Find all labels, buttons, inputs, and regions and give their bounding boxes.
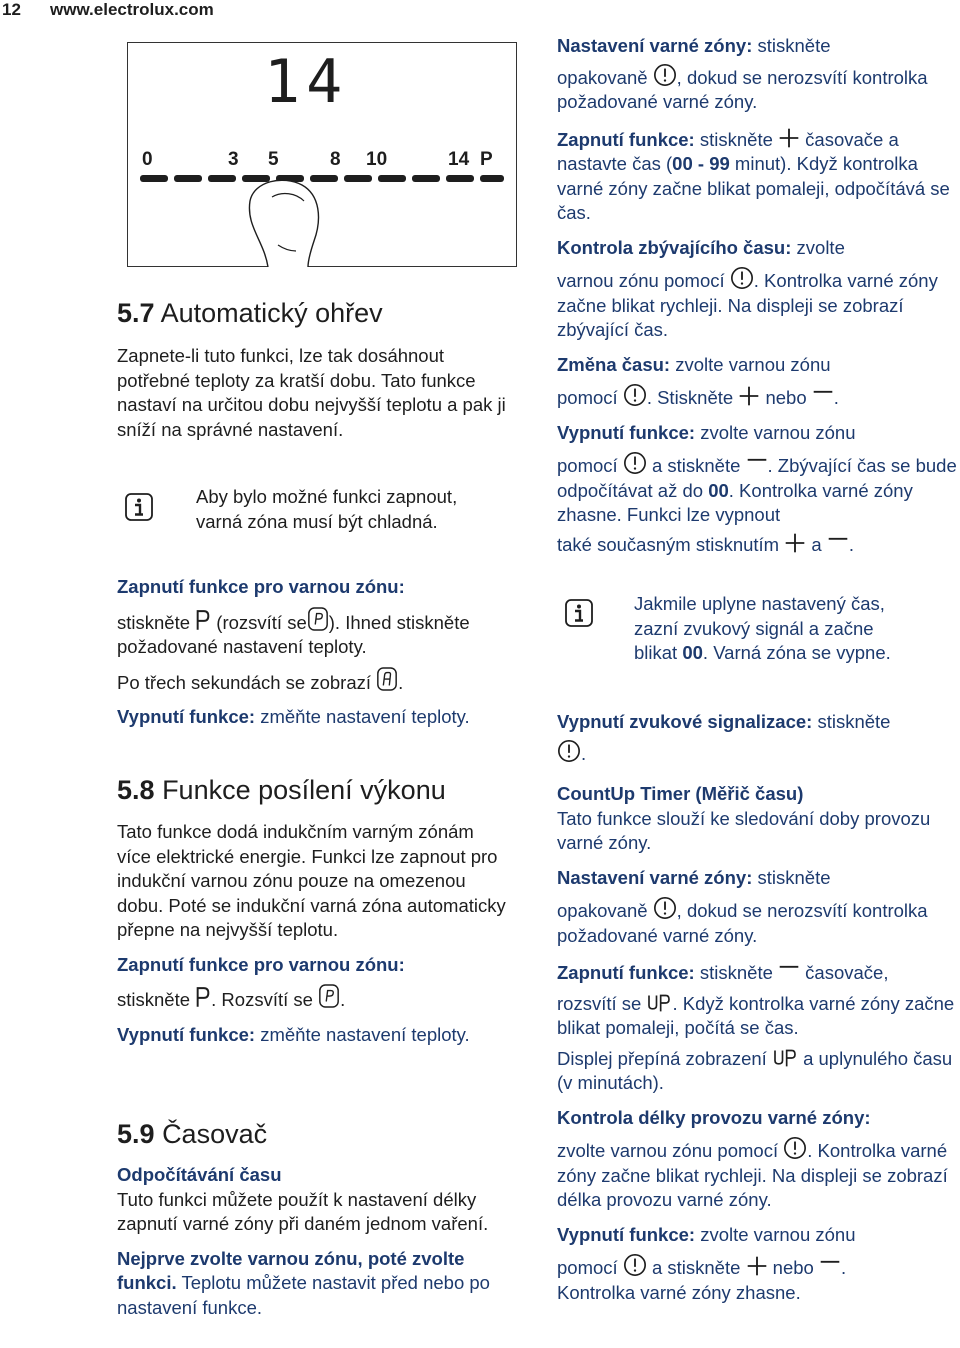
text: nebo — [772, 1257, 814, 1278]
value: 00 — [682, 642, 703, 663]
subheading: CountUp Timer (Měřič času) — [557, 783, 804, 804]
label: Nastavení varné zóny: — [557, 866, 753, 888]
text: . — [398, 671, 404, 693]
paragraph: Zapnete-li tuto funkci, lze tak dosáhnout potřebné teploty za kratší dobu. Tato funkce nastaví na určitou dobu nejvyšší teplotu a pak ji sníží na správné nastavení. — [117, 345, 506, 440]
text: stiskněte — [117, 989, 191, 1010]
page-number: 12 — [2, 0, 21, 19]
text: pomocí — [557, 387, 618, 408]
up-display-icon — [772, 1048, 798, 1068]
section-title-5-7 — [117, 298, 383, 328]
scale-labels — [142, 149, 504, 173]
p-key-icon — [195, 608, 211, 632]
text: opakovaně — [557, 66, 648, 88]
scale-label: 3 — [228, 149, 239, 170]
text: stiskněte — [757, 866, 831, 888]
label: Nejprve zvolte varnou zónu, poté zvolte funkci. — [117, 1247, 465, 1293]
section-heading: Automatický ohřev — [160, 298, 383, 328]
note-text: Jakmile uplyne nastavený čas, zazní zvukový signál a začne blikat — [634, 593, 885, 663]
section-title-5-8 — [117, 775, 446, 805]
p-key-icon — [195, 985, 211, 1009]
timer-icon — [623, 451, 647, 475]
text: . Když kontrolka varné zóny začne blikat pomaleji, počítá se čas. — [557, 992, 955, 1038]
control-panel-figure — [127, 42, 517, 267]
label: Zapnutí funkce pro varnou zónu: — [117, 953, 405, 975]
text: (rozsvítí se — [216, 611, 307, 633]
boost-indicator-icon — [318, 983, 340, 1009]
text: také současným stisknutím — [557, 533, 780, 555]
note-text: Aby bylo možné funkci zapnout, varná zóna musí být chladná. — [196, 486, 458, 532]
text: zvolte varnou zónu pomocí — [557, 1140, 779, 1161]
text: zvolte varnou zónu — [700, 421, 856, 443]
section-heading: Časovač — [162, 1119, 268, 1149]
minus-icon — [819, 1255, 841, 1277]
text: pomocí — [557, 455, 618, 476]
text: časovače, — [805, 962, 889, 983]
text: a stiskněte — [651, 455, 741, 476]
minus-icon — [812, 385, 834, 407]
timer-icon — [623, 383, 647, 407]
section-title-5-9 — [117, 1119, 267, 1149]
text: stiskněte — [757, 35, 831, 56]
scale-label: 0 — [142, 149, 153, 170]
paragraph: Tato funkce slouží ke sledování doby provozu varné zóny. — [557, 807, 931, 853]
info-icon — [125, 493, 153, 521]
minus-icon — [778, 960, 800, 982]
text: rozsvítí se — [557, 992, 642, 1014]
text: , dokud se nerozsvítí kontrolka požadované varné zóny. — [557, 66, 928, 112]
text: Displej přepíná zobrazení — [557, 1047, 767, 1069]
text: pomocí — [557, 1257, 618, 1278]
scale-label: 5 — [268, 149, 279, 170]
minus-icon — [827, 532, 849, 554]
label: Vypnutí funkce: — [117, 1023, 256, 1045]
text: . Kontrolka varné zóny začne blikat rychleji. Na displeji se zobrazí délka provozu varné zóny. — [557, 1140, 948, 1210]
plus-icon — [778, 127, 800, 149]
scale-label: P — [480, 149, 493, 170]
auto-heat-indicator-icon — [376, 666, 398, 692]
text: , dokud se nerozsvítí kontrolka požadované varné zóny. — [557, 900, 928, 946]
label: Nastavení varné zóny: — [557, 35, 753, 56]
text: zvolte varnou zónu — [675, 353, 831, 375]
text: stiskněte — [699, 962, 773, 983]
timer-icon — [730, 266, 754, 290]
text: . Rozsvítí se — [211, 989, 313, 1010]
label: Zapnutí funkce pro varnou zónu: — [117, 576, 405, 597]
text: . Kontrolka varné zóny začne blikat rychleji. Na displeji se zobrazí zbývající čas. — [557, 270, 938, 340]
text: varnou zónu pomocí — [557, 270, 725, 291]
timer-icon — [653, 896, 677, 920]
text: minut). Když kontrolka varné zóny začne blikat pomaleji, odpočítává se čas. — [557, 153, 950, 223]
value: 00 - 99 — [672, 153, 730, 174]
label: Zapnutí funkce: — [557, 962, 695, 983]
display-readout: 14 — [264, 47, 349, 117]
text: . — [340, 989, 346, 1010]
label: Kontrola zbývajícího času: — [557, 236, 792, 258]
section-heading: Funkce posílení výkonu — [162, 775, 446, 805]
subheading: Odpočítávání času — [117, 1164, 282, 1185]
scale-label: 14 — [448, 149, 470, 170]
note-text: . Varná zóna se vypne. — [702, 642, 891, 663]
text: Teplotu můžete nastavit před nebo po nastavení funkce. — [117, 1272, 490, 1318]
text: zvolte varnou zónu — [700, 1223, 856, 1245]
plus-icon — [746, 1255, 768, 1277]
timer-icon — [653, 63, 677, 87]
text: . Zbývající čas se bude odpočítávat až do — [557, 455, 957, 501]
text: a uplynulého času (v minutách). — [557, 1047, 953, 1093]
timer-icon — [783, 1136, 807, 1160]
paragraph: Tato funkce dodá indukčním varným zónám více elektrické energie. Funkci lze zapnout pro indukční varnou zónu pouze na omezenou dobu. Poté se indukční varná zóna automaticky přepne na nejvyšší teplotu. — [117, 821, 506, 940]
text: . — [833, 387, 839, 408]
label: Vypnutí funkce: — [557, 421, 696, 443]
paragraph: Tuto funkci můžete použít k nastavení délky zapnutí varné zóny při daném jednom vaření. — [117, 1188, 489, 1234]
section-number: 5.9 — [117, 1119, 155, 1149]
label: Vypnutí funkce: — [557, 1223, 696, 1245]
up-display-icon — [646, 993, 672, 1013]
info-icon — [565, 599, 593, 627]
value: 00 — [708, 479, 729, 501]
section-number: 5.8 — [117, 775, 155, 805]
page-url: www.electrolux.com — [50, 0, 214, 19]
text: zvolte — [796, 236, 845, 258]
minus-icon — [746, 453, 768, 475]
plus-icon — [738, 385, 760, 407]
boost-indicator-icon — [307, 606, 329, 632]
scale-label: 8 — [330, 149, 341, 170]
text: nebo — [765, 387, 807, 408]
text: . — [840, 1257, 847, 1278]
text: časovače a nastavte čas ( — [557, 128, 899, 174]
label: Kontrola délky provozu varné zóny: — [557, 1106, 871, 1128]
text: a stiskněte — [651, 1257, 741, 1278]
text: změňte nastavení teploty. — [260, 1023, 470, 1045]
label: Zapnutí funkce: — [557, 128, 695, 150]
text: změňte nastavení teploty. — [260, 706, 470, 727]
label: Vypnutí funkce: — [117, 706, 256, 727]
timer-icon — [557, 739, 581, 763]
text: stiskněte — [117, 611, 191, 633]
timer-icon — [623, 1253, 647, 1277]
text: stiskněte — [817, 711, 891, 732]
text: . — [848, 533, 854, 555]
label: Změna času: — [557, 353, 671, 375]
text: stiskněte — [699, 128, 773, 150]
section-number: 5.7 — [117, 298, 155, 328]
text: . Stiskněte — [646, 387, 734, 408]
text: ). Ihned stiskněte požadované nastavení teploty. — [117, 611, 470, 657]
text: . — [581, 742, 587, 764]
plus-icon — [784, 532, 806, 554]
label: Vypnutí zvukové signalizace: — [557, 711, 813, 732]
text: Po třech sekundách se zobrazí — [117, 671, 372, 693]
text: . Kontrolka varné zóny zhasne. Funkci lze vypnout — [557, 479, 913, 525]
text: Kontrolka varné zóny zhasne. — [557, 1281, 801, 1303]
finger-illustration — [238, 171, 338, 267]
text: a — [811, 533, 822, 555]
text: opakovaně — [557, 900, 648, 921]
scale-label: 10 — [366, 149, 388, 170]
